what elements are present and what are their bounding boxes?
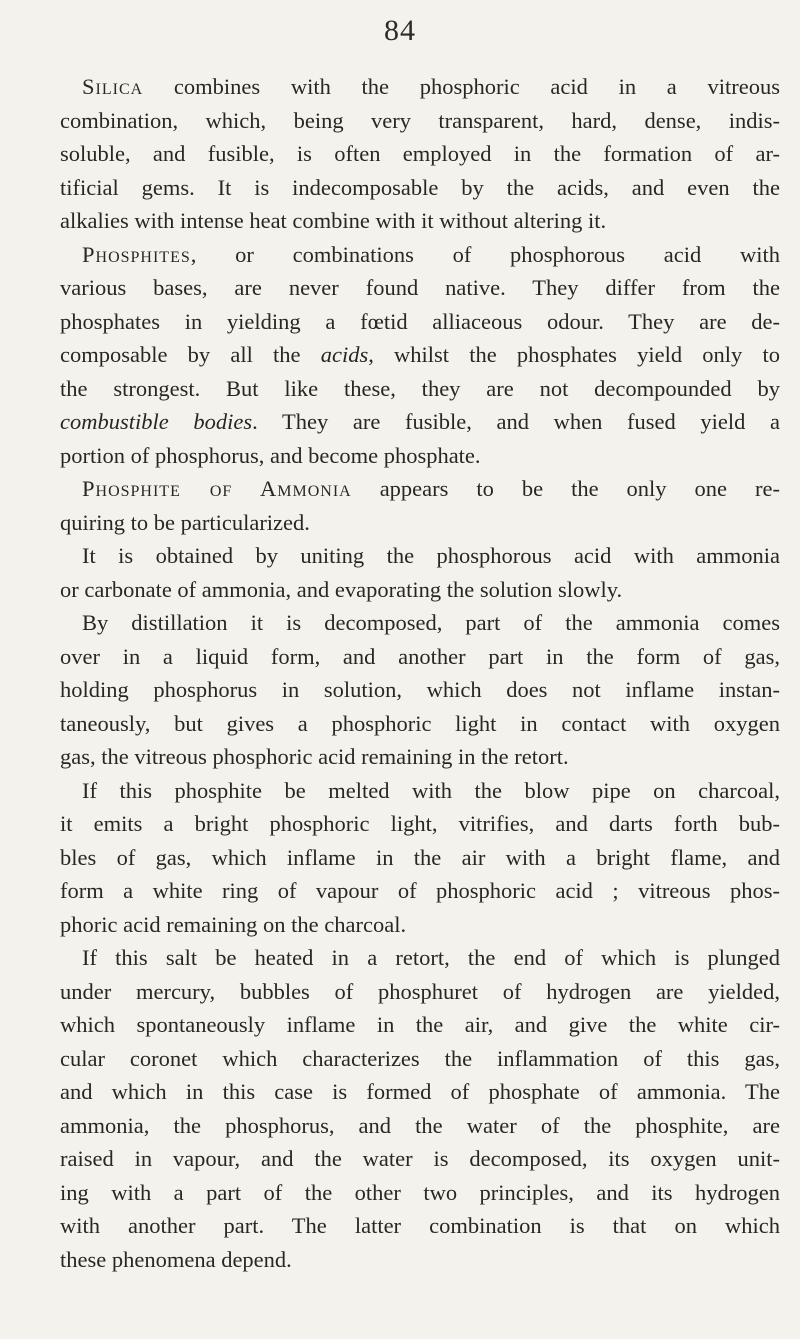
text-line: combustible bodies. They are fusible, and when fused yield a <box>60 409 780 434</box>
term-phosphite-of-ammonia: Phosphite of Ammonia <box>82 476 352 501</box>
text-line: form a white ring of vapour of phosphoric acid ; vitreous phos- <box>60 878 780 903</box>
text-line: these phenomena depend. <box>60 1246 292 1272</box>
text-line: Phosphite of Ammonia appears to be the only one re- <box>82 476 780 501</box>
text-line: combination, which, being very transparent, hard, dense, indis- <box>60 107 780 133</box>
text-line: bles of gas, which inflame in the air with a bright flame, and <box>60 844 780 870</box>
page-number: 84 <box>384 14 416 47</box>
term-silica: Silica <box>82 74 144 99</box>
text-line: ing with a part of the other two principles, and its hydrogen <box>60 1179 780 1205</box>
text-line: By distillation it is decomposed, part of the ammonia comes <box>82 610 780 635</box>
text-line: tificial gems. It is indecomposable by the acids, and even the <box>60 174 780 200</box>
text-line: ammonia, the phosphorus, and the water of the phosphite, are <box>60 1112 780 1138</box>
text-line: quiring to be particularized. <box>60 509 310 535</box>
text-line: which spontaneously inflame in the air, and give the white cir- <box>60 1012 780 1037</box>
text-line: or carbonate of ammonia, and evaporating the solution slowly. <box>60 576 623 602</box>
text-line: soluble, and fusible, is often employed in the formation of ar- <box>60 141 780 166</box>
text-line: under mercury, bubbles of phosphuret of hydrogen are yielded, <box>60 978 780 1004</box>
text-line: Silica combines with the phosphoric acid in a vitreous <box>82 74 780 99</box>
text-line: with another part. The latter combination is that on which <box>60 1213 780 1238</box>
term-acids: acids <box>320 342 369 367</box>
text-line: composable by all the acids, whilst the phosphates yield only to <box>60 342 780 367</box>
term-phosphites: Phosphites <box>82 241 191 267</box>
text-line: alkalies with intense heat combine with it without altering it. <box>60 208 607 233</box>
text-line: phoric acid remaining on the charcoal. <box>60 911 407 937</box>
text-line: If this phosphite be melted with the blow pipe on charcoal, <box>82 777 780 803</box>
text-line: holding phosphorus in solution, which does not inflame instan- <box>60 677 780 702</box>
text-line: over in a liquid form, and another part in the form of gas, <box>60 643 780 669</box>
text-line: taneously, but gives a phosphoric light in contact with oxygen <box>60 710 780 736</box>
text-line: Phosphites, or combinations of phosphorous acid with <box>82 241 780 267</box>
text-line: It is obtained by uniting the phosphorous acid with ammonia <box>82 543 780 568</box>
body-text <box>60 70 780 1276</box>
text-line: various bases, are never found native. They differ from the <box>60 275 780 300</box>
text-line: it emits a bright phosphoric light, vitrifies, and darts forth bub- <box>60 811 780 836</box>
text-line: phosphates in yielding a fœtid alliaceous odour. They are de- <box>60 308 780 334</box>
term-combustible-bodies: combustible bodies <box>60 409 253 434</box>
text-line: portion of phosphorus, and become phosphate. <box>60 442 481 468</box>
text-line: cular coronet which characterizes the inflammation of this gas, <box>60 1045 780 1071</box>
text-line: gas, the vitreous phosphoric acid remaining in the retort. <box>60 744 569 769</box>
text-line: If this salt be heated in a retort, the end of which is plunged <box>82 945 780 970</box>
text-line: and which in this case is formed of phosphate of ammonia. The <box>60 1079 780 1104</box>
text-line: the strongest. But like these, they are not decompounded by <box>60 375 780 401</box>
text-line: raised in vapour, and the water is decomposed, its oxygen unit- <box>60 1146 780 1171</box>
